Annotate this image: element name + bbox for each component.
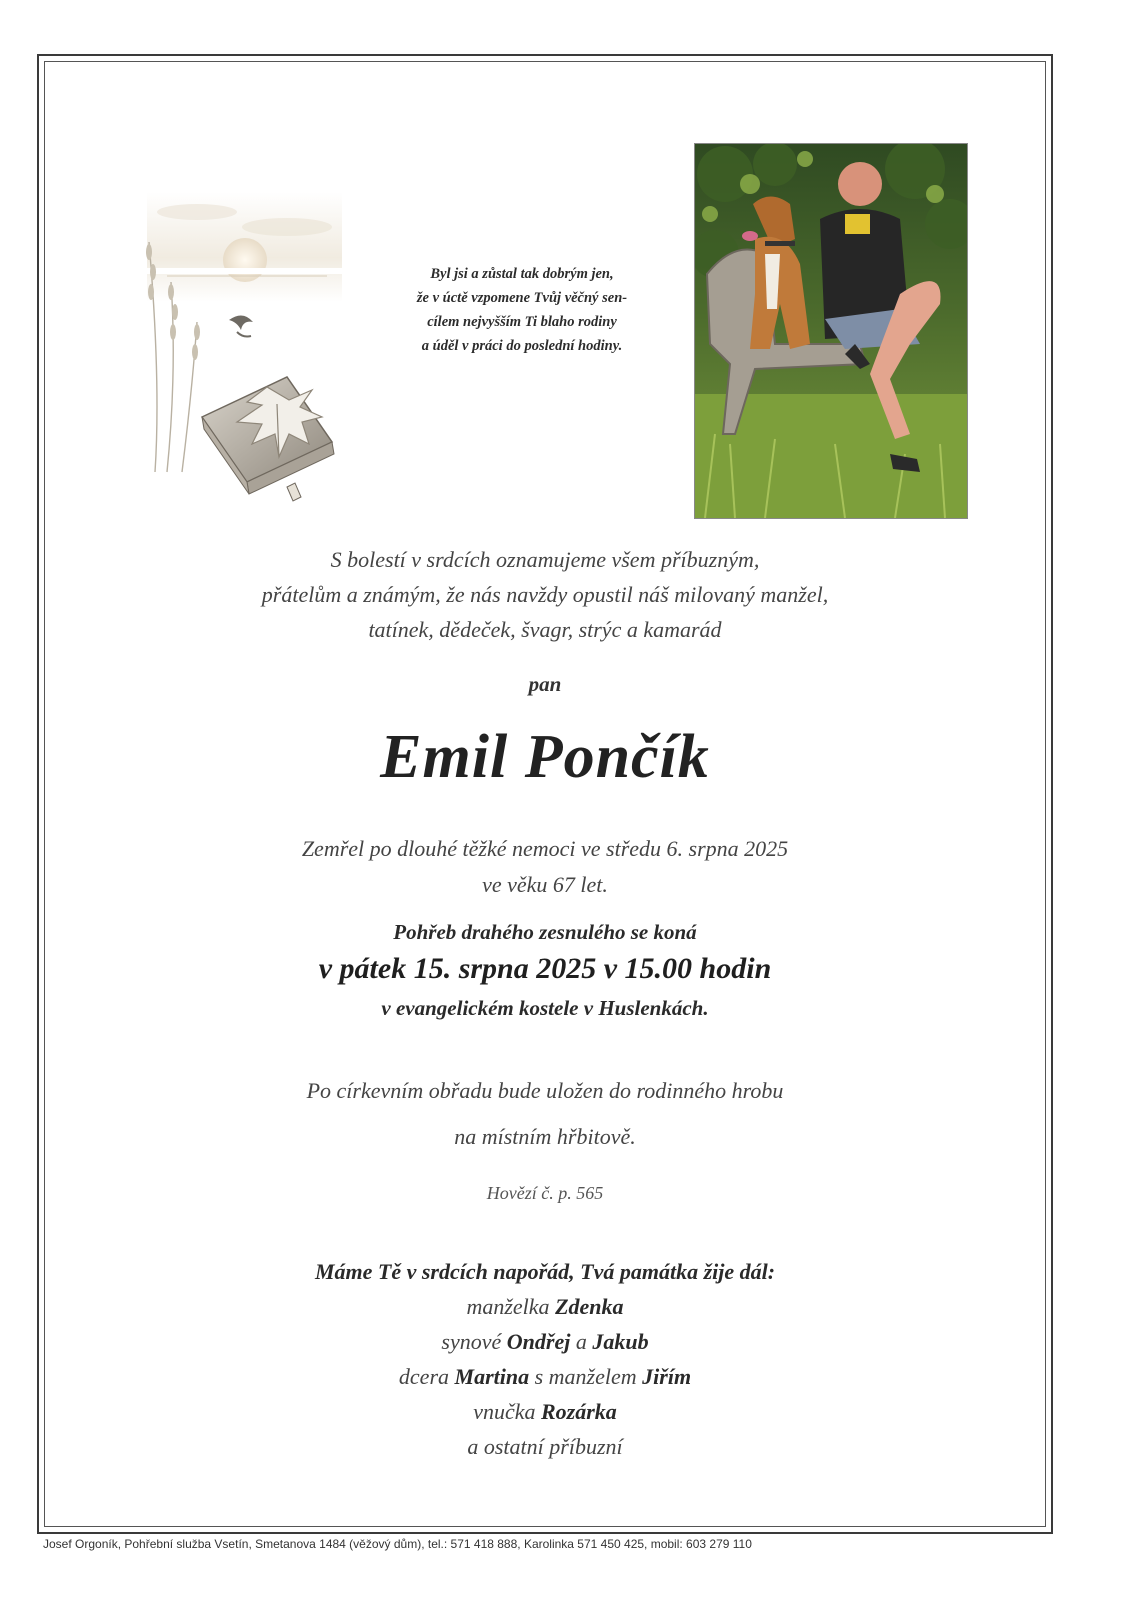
verse-line-1: Byl jsi a zůstal tak dobrým jen,: [430, 266, 614, 282]
joiner-text: s manželem: [529, 1364, 643, 1389]
mourner-others: a ostatní příbuzní: [467, 1434, 623, 1459]
verse-line-2: že v úctě vzpomene Tvůj věčný sen-: [416, 290, 628, 306]
burial-line-1: Po církevním obřadu bude uložen do rodinného hrobu: [306, 1078, 784, 1103]
relation-label: manželka: [466, 1294, 556, 1319]
memorial-verse: [372, 262, 672, 358]
funeral-intro: Pohřeb drahého zesnulého se koná: [393, 920, 697, 944]
death-line-2: ve věku 67 let.: [482, 872, 608, 897]
mourner-name: Jiřím: [642, 1364, 692, 1389]
mourner-name: Zdenka: [555, 1294, 624, 1319]
dove-icon: [229, 315, 253, 336]
mourners-list: [44, 1254, 1046, 1464]
mourner-name: Ondřej: [506, 1329, 571, 1354]
mourner-name: Jakub: [592, 1329, 649, 1354]
burial-line-2: na místním hřbitově.: [454, 1124, 636, 1149]
relation-label: dcera: [398, 1364, 455, 1389]
salutation: pan: [528, 672, 562, 696]
mourner-name: Martina: [454, 1364, 530, 1389]
announcement-line-3: tatínek, dědeček, švagr, strýc a kamarád: [368, 617, 722, 642]
death-line-1: Zemřel po dlouhé těžké nemoci ve středu 6. srpna 2025: [301, 836, 789, 861]
mourner-name: Rozárka: [541, 1399, 617, 1424]
mourner-sons: [44, 1324, 1046, 1359]
mourner-granddaughter: [44, 1394, 1046, 1429]
joiner-text: a: [570, 1329, 593, 1354]
funeral-place: v evangelickém kostele v Huslenkách.: [381, 996, 709, 1020]
relation-label: synové: [441, 1329, 507, 1354]
death-info: [44, 831, 1046, 903]
announcement-line-2: přátelům a známým, že nás navždy opustil náš milovaný manžel,: [261, 582, 829, 607]
portrait-photo: [694, 143, 968, 519]
relation-label: vnučka: [473, 1399, 541, 1424]
mourners-heading: Máme Tě v srdcích napořád, Tvá památka žije dál:: [314, 1259, 776, 1284]
announcement-line-1: S bolestí v srdcích oznamujeme všem příbuzným,: [330, 547, 760, 572]
verse-line-4: a úděl v práci do poslední hodiny.: [421, 338, 623, 354]
deceased-name: Emil Pončík: [380, 723, 710, 791]
announcement-text: [44, 542, 1046, 647]
mourner-wife: [44, 1289, 1046, 1324]
family-address: Hovězí č. p. 565: [486, 1183, 604, 1203]
funeral-service-footer: Josef Orgoník, Pohřební služba Vsetín, Smetanova 1484 (věžový dům), tel.: 571 418 888, Karolinka 571 450 425, mobil: 603 279 110: [43, 1537, 752, 1551]
memorial-illustration: [137, 172, 352, 512]
verse-line-3: cílem nejvyšším Ti blaho rodiny: [427, 314, 617, 330]
mourner-daughter: [44, 1359, 1046, 1394]
funeral-datetime: v pátek 15. srpna 2025 v 15.00 hodin: [318, 952, 772, 985]
burial-info: [44, 1068, 1046, 1160]
